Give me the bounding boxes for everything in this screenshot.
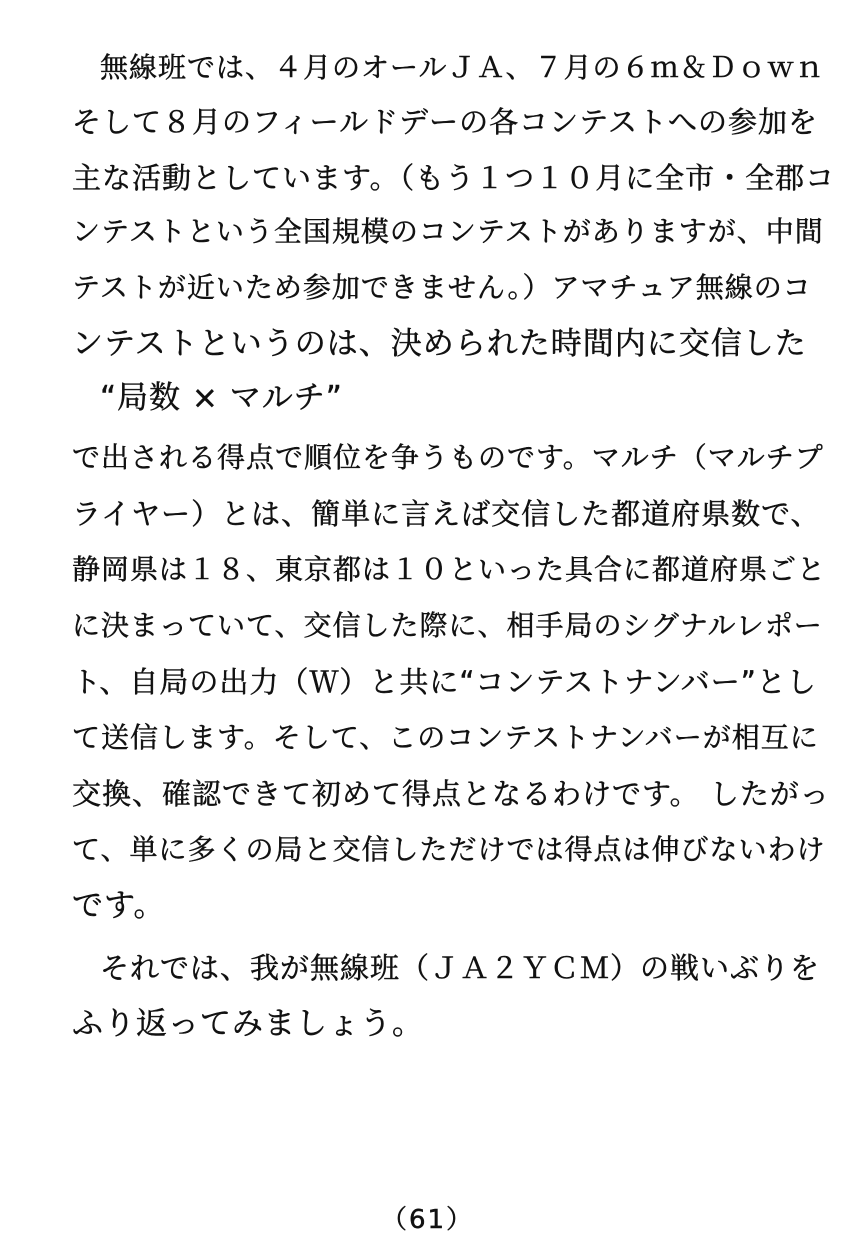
body-line-10: に決まっていて、交信した際に、相手局のシグナルレポー <box>72 609 823 642</box>
body-line-3: 主な活動としています。（もう１つ１０月に全市・全郡コ <box>72 161 836 195</box>
body-line-11: ト、自局の出力（Ｗ）と共に“コンテストナンバー”とし <box>72 665 817 699</box>
body-line-14: て、単に多くの局と交信しただけでは得点は伸びないわけ <box>72 833 826 866</box>
formula-line: “局数 × マルチ” <box>100 380 343 416</box>
body-line-4: ンテストという全国規模のコンテストがありますが、中間 <box>72 215 824 248</box>
body-line-12: て送信します。そして、このコンテストナンバーが相互に <box>72 721 819 754</box>
body-line-16: それでは、我が無線班（ＪＡ２ＹＣＭ）の戦いぶりを <box>100 951 821 985</box>
body-line-7: で出される得点で順位を争うものです。マルチ（マルチプ <box>72 441 824 474</box>
page-number: （61） <box>380 1205 475 1235</box>
body-line-13: 交換、確認できて初めて得点となるわけです。 したがっ <box>72 777 830 811</box>
body-line-8: ライヤー）とは、簡単に言えば交信した都道府県数で、 <box>72 497 821 531</box>
body-line-6: ンテストというのは、決められた時間内に交信した <box>72 326 807 362</box>
body-line-17: ふり返ってみましょう。 <box>72 1006 424 1042</box>
body-line-5: テストが近いため参加できません。）アマチュア無線のコ <box>72 271 812 304</box>
body-line-1: 無線班では、４月のオールＪＡ、７月の６ｍ＆Ｄｏｗｎ <box>100 51 825 84</box>
body-line-15: です。 <box>72 888 166 924</box>
body-line-2: そして８月のフィールドデーの各コンテストへの参加を <box>72 105 818 139</box>
body-line-9: 静岡県は１８、東京都は１０といった具合に都道府県ごと <box>72 553 827 586</box>
